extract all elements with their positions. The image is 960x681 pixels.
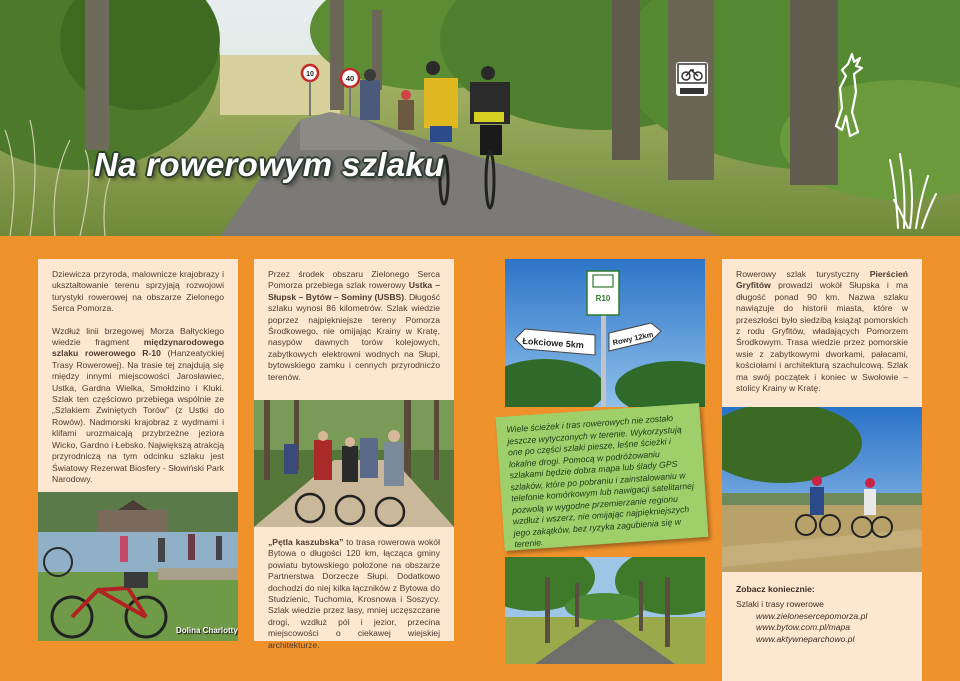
gps-info-box (496, 403, 709, 551)
col1-paragraph-1: Dziewicza przyroda, malownicze krajobrazy i ukształtowanie terenu sprzyjają rozwojowi turystyki rowerowej na obszarze Zielonego Serca Pomorza. (52, 269, 224, 314)
forest-group-photo (254, 400, 454, 527)
speed-sign-a: 10 (306, 71, 314, 78)
grass-icon (888, 150, 938, 230)
deer-icon (832, 52, 866, 138)
column-4-bottom (722, 572, 922, 681)
col1-paragraph-2: Wzdłuż linii brzegowej Morza Bałtyckiego wiedzie fragment międzynarodowego szlaku rowerowego R-10 (Hanzeatyckiej Trasy Rowerowej). Na trasie tej znajdują się między innymi miejscowości Jarosławiec, Ustka, Gardna Wielka, Smołdzino i Kluki. Szlak ten częściowo przebiega wspólnie ze „Szlakiem Zwiniętych Torów” (z Ustki do Rowów). Nadmorski krajobraz z wydmami i klifami urozmaicają przybrzeżne jeziora Wicko, Gardno i Łebsko. Największą atrakcją przyrodniczą na tym odcinku szlaku jest Światowy Rezerwat Biosfery - Słowiński Park Narodowy. (52, 325, 225, 484)
speed-sign-b: 40 (345, 74, 355, 83)
signpost-top-label: R10 (595, 294, 611, 303)
bikes-lake-photo (38, 492, 238, 641)
link-bytow-mapa[interactable]: www.bytow.com.pl/mapa (756, 622, 851, 633)
link-aktywneparchowo[interactable]: www.aktywneparchowo.pl (756, 633, 855, 644)
column-2-top (254, 259, 454, 400)
page-title: Na rowerowym szlaku (94, 146, 445, 183)
col2-paragraph-2: „Pętla kaszubska” to trasa rowerowa wokół Bytowa o długości 120 km, łącząca gminy powiatu bytowskiego położone na obszarze Partnerstwa Dorzecze Słupi. Dodatkowo dochodzi do niej kilka łączników z Bytowa do Studzienic, Tuchomia, Krosnowa i Soszycy. Szlak wiedzie przez lasy, mniej uczęszczane drogi, wzdłuż pól i jezior, przecina miejscowości o ciekawej wiejskiej architekturze. (268, 537, 440, 650)
see-also-heading: Zobacz koniecznie: (736, 584, 815, 594)
col4-paragraph-1: Rowerowy szlak turystyczny Pierścień Gryfitów prowadzi wokół Słupska i ma długość ponad 90 km. Nazwa szlaku nawiązuje do historii miasta, które w przeszłości było siedzibą książąt pomorskich z rodu Gryfitów, władających Pomorzem Środkowym. Trasa wiedzie przez pomorskie wsie z zabytkowymi dworkami, pałacami, kościołami i architekturą szachulcową. Szlak ma swój początek i koniec w Swołowie – stolicy Krainy w Kratę. (736, 269, 908, 394)
gps-info-text: Wiele ścieżek i tras rowerowych nie zostało jeszcze wytyczonych w terenie. Wykorzystują one po części szlaki piesze, leśne ścieżki i lokalne drogi. Pomocą w podróżowaniu szlakami będzie dobra mapa lub ślady GPS szlaków, które po pobraniu i zainstalowaniu w telefonie komórkowym lub nawigacji satelitarnej pozwolą w wygodne przemierzanie regionu wzdłuż i wszerz, nie omijając najpiękniejszych jego zakątków, bez ryzyka zagubienia się w terenie. (506, 412, 695, 550)
countryside-cyclists-photo (722, 407, 922, 572)
tree-alley-photo (505, 557, 705, 664)
bicycle-logo-icon (676, 62, 708, 96)
signpost-left-label: Łokciowe 5km (522, 335, 585, 351)
signpost-right-label: Rowy 12km (611, 329, 655, 348)
col2-paragraph-1: Przez środek obszaru Zielonego Serca Pomorza przebiega szlak rowerowy Ustka – Słupsk – Bytów – Sominy (USBS). Długość szlaku wynosi 86 kilometrów. Szlak wiedzie poprzez najpiękniejsze tereny Pomorza Środkowego, nie omijając Krainy w Kratę, nasypów dawnych torów kolejowych, zabytkowych elektrowni wodnych na Słupi, bytowskiego zamku i cennych przyrodniczo terenów. (268, 269, 440, 382)
column-4-top (722, 259, 922, 407)
photo-caption: Dolina Charlotty (176, 626, 238, 635)
hero-photo (0, 0, 960, 236)
see-also-subtitle: Szlaki i trasy rowerowe (736, 599, 824, 610)
signpost-photo (505, 259, 705, 407)
link-zielonesercepomorza[interactable]: www.zielonesercepomorza.pl (756, 610, 868, 621)
column-2-bottom (254, 527, 454, 650)
